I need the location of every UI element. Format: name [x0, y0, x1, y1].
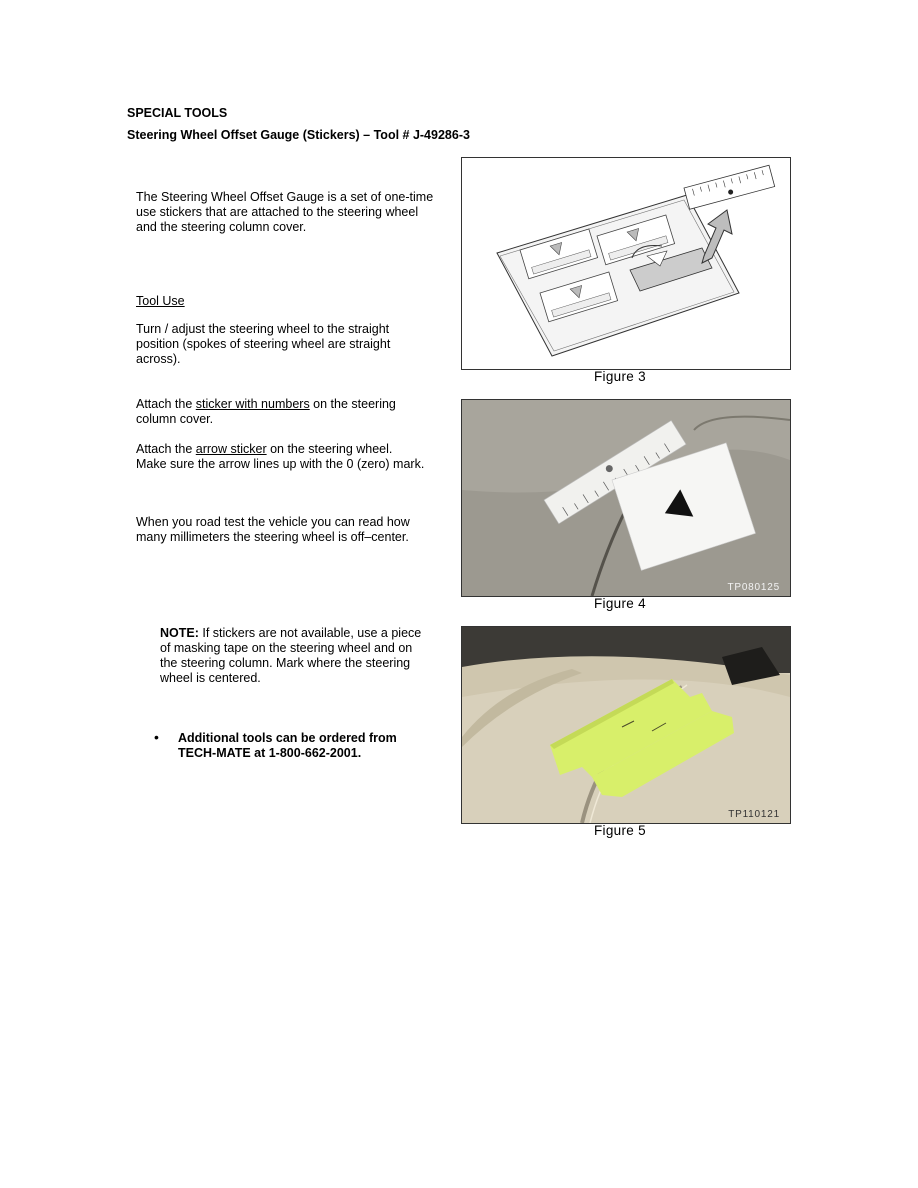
- step-straighten-wheel: Turn / adjust the steering wheel to the straight position (spokes of steering wheel are straight across).: [136, 322, 391, 366]
- tool-use-heading: Tool Use: [136, 294, 185, 308]
- figure-3-caption: Figure 3: [594, 369, 646, 384]
- sticker-sheet-diagram: [462, 158, 790, 369]
- figure-5-image: [461, 626, 791, 824]
- gauge-photo: [462, 400, 790, 596]
- step-attach-number-sticker: [136, 397, 426, 427]
- step2-pre: Attach the: [136, 397, 196, 411]
- step-road-test: When you road test the vehicle you can read how many millimeters the steering wheel is off–center.: [136, 515, 410, 544]
- note-label: NOTE:: [160, 626, 199, 640]
- figure-4-caption: Figure 4: [594, 596, 646, 611]
- figure-3-image: [461, 157, 791, 370]
- note-text: If stickers are not available, use a piece of masking tape on the steering wheel and on the steering column. Mark where the steering wheel is centered.: [160, 626, 422, 685]
- figure-4-photo-code: TP080125: [727, 582, 780, 593]
- figure-5-caption: Figure 5: [594, 823, 646, 838]
- step3-pre: Attach the: [136, 442, 196, 456]
- step3-post: on the steering wheel. Make sure the arrow lines up with the 0 (zero) mark.: [136, 442, 425, 471]
- figure-4-image: [461, 399, 791, 597]
- sticker-with-numbers-text: sticker with numbers: [195, 397, 310, 411]
- bullet-icon: •: [154, 729, 159, 745]
- step-attach-arrow-sticker: [136, 442, 426, 472]
- intro-paragraph: The Steering Wheel Offset Gauge is a set of one-time use stickers that are attached to the steering wheel and the steering column cover.: [136, 190, 434, 234]
- arrow-sticker-text: arrow sticker: [195, 442, 267, 456]
- masking-tape-photo: [462, 627, 790, 823]
- step2-post: on the steering column cover.: [136, 397, 396, 426]
- figure-5-photo-code: TP110121: [728, 809, 780, 820]
- note-paragraph: [160, 626, 428, 686]
- page-subtitle: Steering Wheel Offset Gauge (Stickers) – Tool # J-49286-3: [127, 128, 470, 142]
- page-title: SPECIAL TOOLS: [127, 106, 228, 120]
- bullet-additional-tools: Additional tools can be ordered from TECH-MATE at 1-800-662-2001.: [178, 731, 397, 760]
